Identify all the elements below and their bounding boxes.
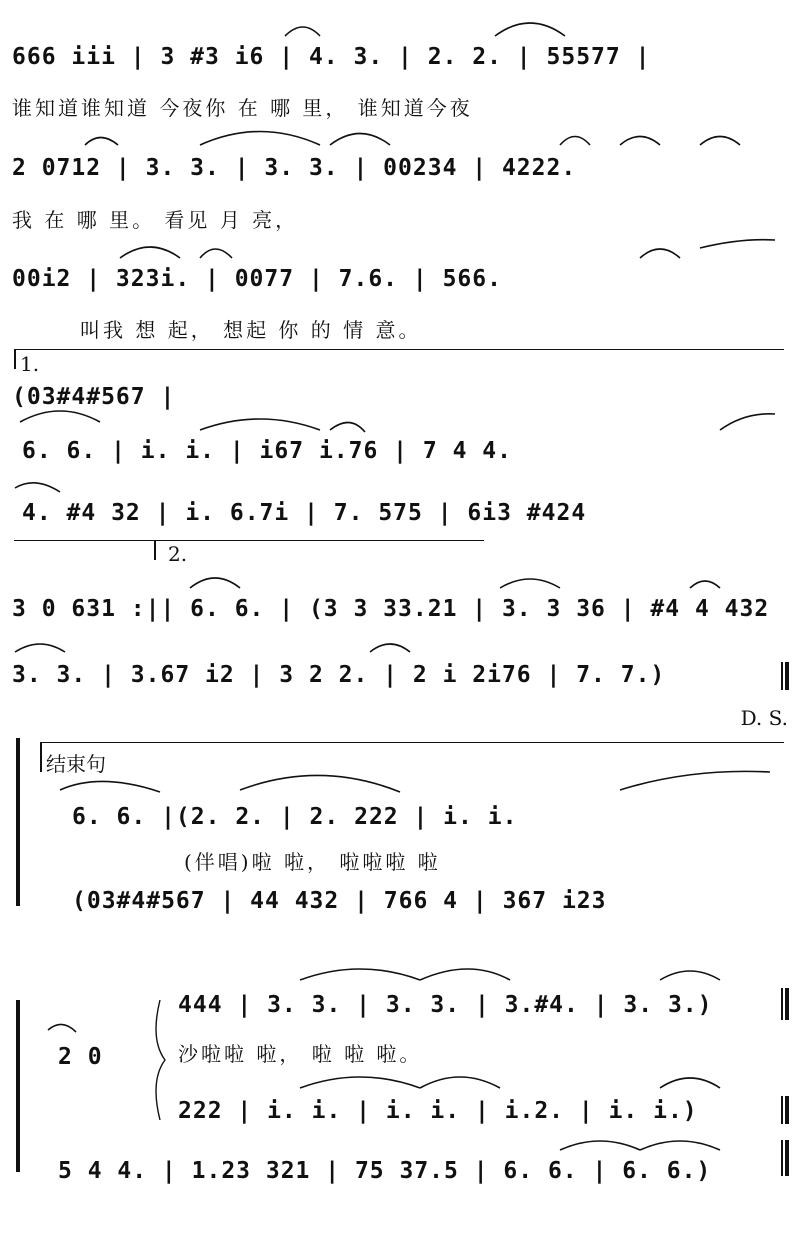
volta-1-line	[14, 349, 784, 350]
row-8-notes: 3. 3. | 3.67 i2 | 3 2 2. | 2 i 2i76 | 7. 7.)	[12, 662, 666, 688]
volta-1-tick	[14, 349, 16, 369]
da-segno-mark: D. S.	[740, 706, 788, 730]
row-5-notes: 6. 6. | i. i. | i67 i.76 | 7 4 4.	[22, 438, 512, 464]
row-7-notes: 3 0 631 :|| 6. 6. | (3 3 33.21 | 3. 3 36 | #4 4 432	[12, 596, 770, 622]
end-bottom-notes: 5 4 4. | 1.23 321 | 75 37.5 | 6. 6. | 6. 6.)	[58, 1158, 712, 1184]
coda-tick	[40, 742, 42, 772]
end-lyrics: 沙啦啦 啦， 啦 啦 啦。	[178, 1042, 423, 1066]
row-4-notes: (03#4#567 |	[12, 384, 176, 410]
coda-label: 结束句	[46, 752, 106, 776]
row-6-notes: 4. #4 32 | i. 6.7i | 7. 575 | 6i3 #424	[22, 500, 587, 526]
end-mid-notes: 222 | i. i. | i. i. | i.2. | i. i.)	[178, 1098, 698, 1124]
row-3-notes: 00i2 | 323i. | 0077 | 7.6. | 566.	[12, 266, 502, 292]
end-left-notes: 2 0	[58, 1044, 103, 1070]
coda-melody: 6. 6. |(2. 2. | 2. 222 | i. i.	[72, 804, 518, 830]
end-top-notes: 444 | 3. 3. | 3. 3. | 3.#4. | 3. 3.)	[178, 992, 713, 1018]
row-2-lyrics: 我 在 哪 里。 看见 月 亮，	[12, 208, 299, 232]
volta-1-label: 1.	[20, 352, 40, 376]
volta-2-line	[14, 540, 484, 541]
coda-line	[40, 742, 784, 743]
row-2-notes: 2 0712 | 3. 3. | 3. 3. | 00234 | 4222.	[12, 155, 577, 181]
row-3-lyrics: 叫我 想 起， 想起 你 的 情 意。	[80, 318, 422, 342]
volta-2-tick	[154, 540, 156, 560]
volta-2-label: 2.	[168, 542, 188, 566]
row-1-notes: 666 iii | 3 #3 i6 | 4. 3. | 2. 2. | 55577 |	[12, 44, 651, 70]
coda-lyrics: (伴唱)啦 啦， 啦啦啦 啦	[184, 850, 441, 874]
coda-accomp: (03#4#567 | 44 432 | 766 4 | 367 i23	[72, 888, 607, 914]
end-bracket	[16, 1000, 20, 1172]
coda-bracket	[16, 738, 20, 906]
row-1-lyrics: 谁知道谁知道 今夜你 在 哪 里， 谁知道今夜	[12, 96, 473, 120]
